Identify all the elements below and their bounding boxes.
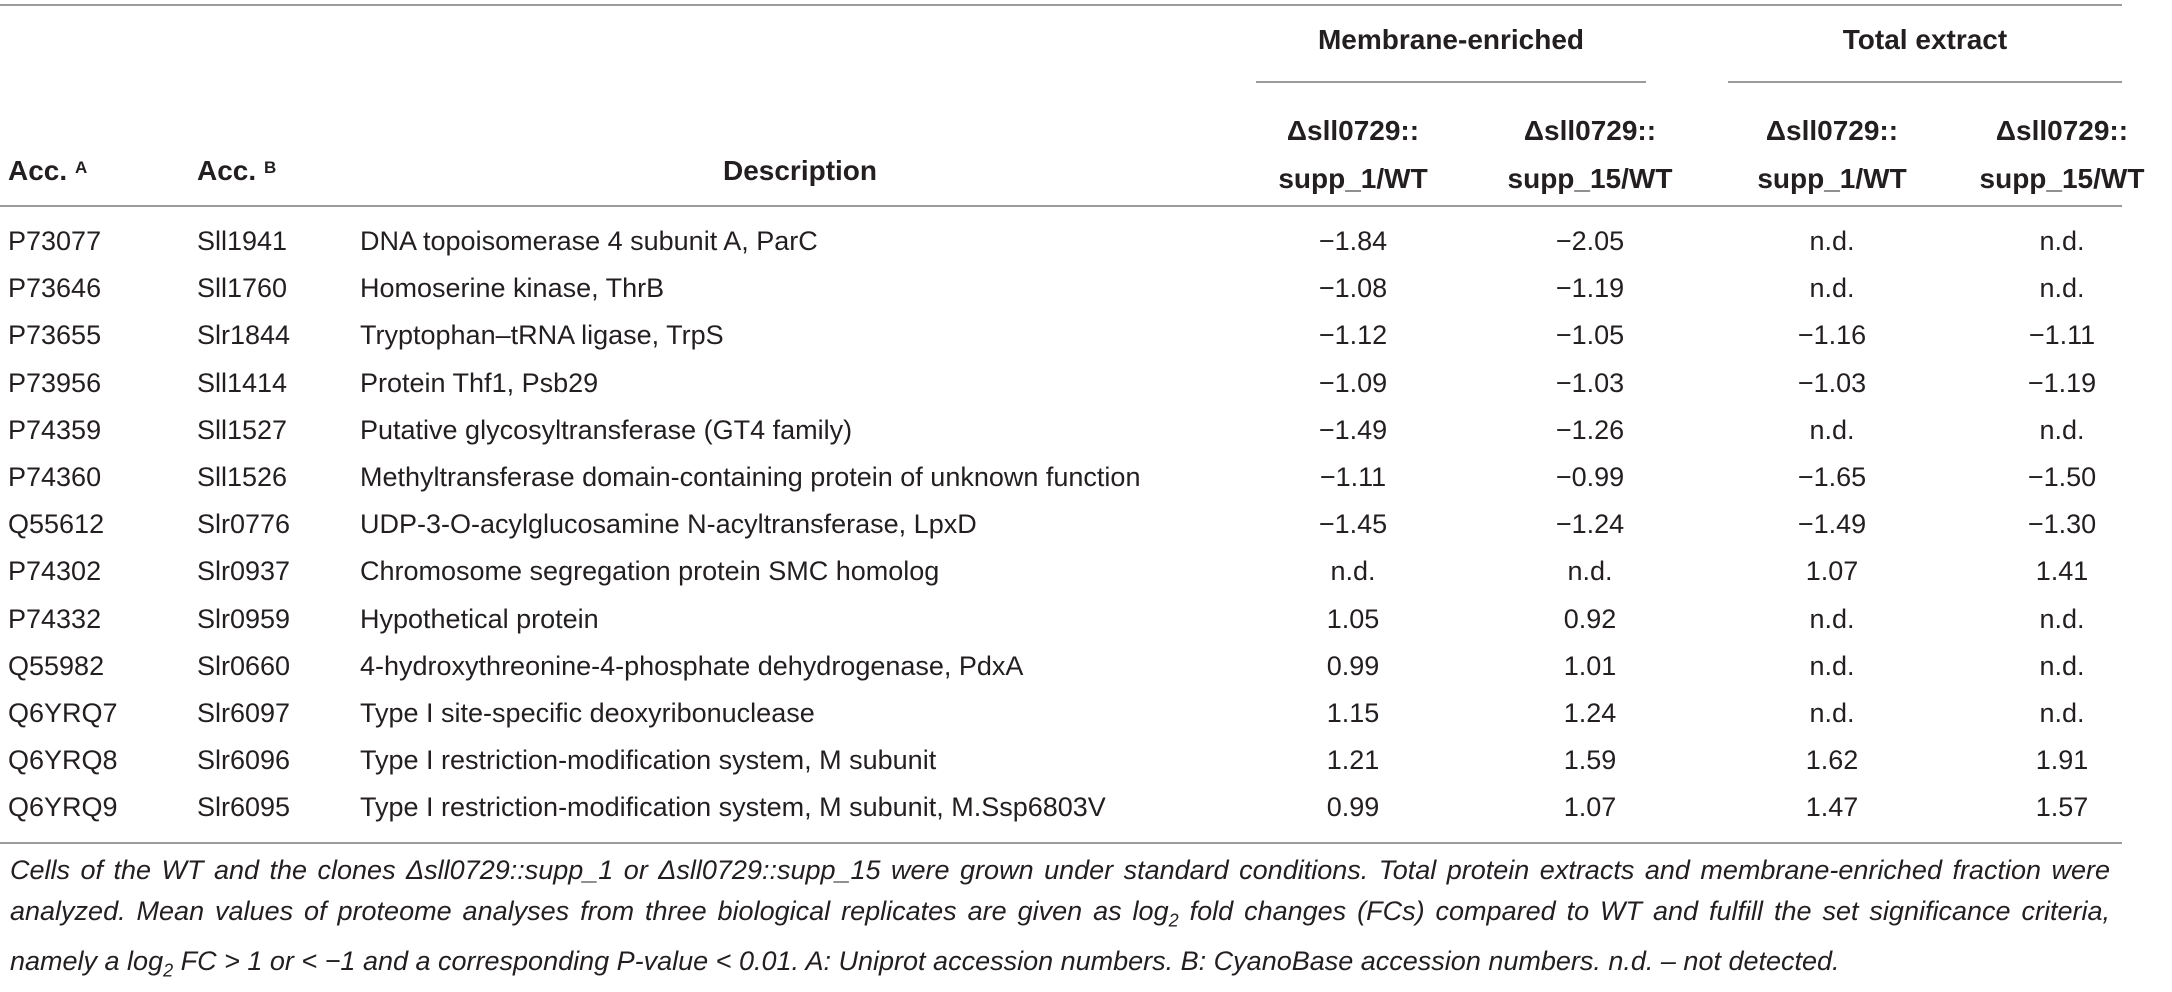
- cell-membrane-supp15: 0.92: [1563, 603, 1617, 634]
- cell-acc-b: Slr6096: [197, 745, 291, 776]
- cell-membrane-supp1: 0.99: [1326, 792, 1380, 823]
- cell-membrane-supp1: 1.05: [1326, 603, 1380, 634]
- cell-acc-a: P73655: [8, 320, 102, 351]
- cell-total-supp1: −1.03: [1797, 367, 1867, 398]
- table-footnote: Cells of the WT and the clones Δsll0729::supp_1 or Δsll0729::supp_15 were grown under standard conditions. Total protein extracts and membrane-enriched fraction were analyzed. Mean values of proteome analyses from three biological replicates are given as $\log_2$ fold changes (FCs) compared to WT and fulfill the set significance criteria, namely a $\log_2$ FC > 1 or < −1 and a corresponding P-value < 0.01. A: Uniprot accession numbers. B: CyanoBase accession numbers. n.d. – not detected.: [10, 855, 2110, 981]
- cell-total-supp1: n.d.: [1809, 603, 1855, 634]
- cell-membrane-supp1: −1.45: [1318, 509, 1388, 540]
- cell-membrane-supp15: −1.19: [1555, 273, 1625, 304]
- cell-acc-a: P74359: [8, 414, 102, 445]
- cell-membrane-supp15: 1.24: [1563, 698, 1617, 728]
- cell-total-supp1: 1.47: [1805, 792, 1859, 823]
- cell-total-supp1: n.d.: [1809, 226, 1855, 256]
- cell-acc-a: P73956: [8, 367, 102, 398]
- cell-membrane-supp15: −0.99: [1555, 462, 1625, 492]
- cell-description: Hypothetical protein: [360, 603, 599, 634]
- cell-description: Putative glycosyltransferase (GT4 family): [360, 414, 853, 445]
- cell-acc-b: Slr6097: [197, 698, 291, 728]
- col-header-total-supp15: Δsll0729:: supp_15/WT: [1979, 115, 2145, 194]
- cell-acc-b: Sll1414: [197, 367, 288, 398]
- cell-total-supp15: n.d.: [2039, 273, 2085, 304]
- cell-acc-b: Slr0937: [197, 556, 291, 587]
- cell-acc-b: Slr0660: [197, 650, 291, 681]
- cell-total-supp15: n.d.: [2039, 698, 2085, 728]
- cell-membrane-supp15: −1.05: [1555, 320, 1625, 351]
- cell-membrane-supp1: −1.84: [1318, 226, 1388, 256]
- cell-acc-b: Sll1526: [197, 462, 288, 492]
- cell-membrane-supp15: 1.59: [1563, 745, 1617, 776]
- cell-membrane-supp15: −2.05: [1555, 226, 1625, 256]
- cell-total-supp1: n.d.: [1809, 650, 1855, 681]
- cell-total-supp1: −1.16: [1797, 320, 1867, 351]
- cell-membrane-supp15: 1.07: [1563, 792, 1617, 823]
- cell-acc-b: Slr0776: [197, 509, 291, 540]
- cell-total-supp15: 1.91: [2035, 745, 2089, 776]
- cell-total-supp15: n.d.: [2039, 226, 2085, 256]
- cell-membrane-supp1: −1.09: [1318, 367, 1388, 398]
- cell-acc-a: Q6YRQ9: [8, 792, 118, 823]
- cell-total-supp15: −1.50: [2027, 462, 2097, 492]
- cell-acc-a: P74332: [8, 603, 102, 634]
- cell-total-supp15: −1.30: [2027, 509, 2097, 540]
- cell-description: Methyltransferase domain-containing protein of unknown function: [360, 462, 1141, 492]
- group-header-membrane: Membrane-enriched: [1317, 24, 1585, 55]
- group-header-total: Total extract: [1842, 24, 2008, 55]
- cell-total-supp1: 1.07: [1805, 556, 1859, 587]
- cell-membrane-supp1: −1.12: [1318, 320, 1388, 351]
- cell-acc-a: Q55982: [8, 650, 105, 681]
- header-bottom-rule: [0, 205, 2122, 207]
- col-header-acc-a: Acc. $^A$: [8, 155, 88, 186]
- cell-description: Tryptophan–tRNA ligase, TrpS: [360, 320, 724, 351]
- cell-description: Homoserine kinase, ThrB: [360, 273, 665, 304]
- group-rule-membrane: [1256, 81, 1646, 83]
- cell-acc-b: Slr0959: [197, 603, 291, 634]
- cell-total-supp15: n.d.: [2039, 603, 2085, 634]
- cell-total-supp15: 1.57: [2035, 792, 2089, 823]
- cell-membrane-supp1: n.d.: [1330, 556, 1376, 587]
- cell-description: Protein Thf1, Psb29: [360, 367, 599, 398]
- col-header-total-supp1: Δsll0729:: supp_1/WT: [1757, 115, 1907, 194]
- cell-total-supp15: −1.11: [2028, 320, 2096, 351]
- cell-acc-a: P73646: [8, 273, 102, 304]
- cell-membrane-supp1: 0.99: [1326, 650, 1380, 681]
- cell-description: Type I site-specific deoxyribonuclease: [360, 698, 815, 728]
- cell-membrane-supp15: 1.01: [1563, 650, 1617, 681]
- cell-total-supp1: −1.49: [1797, 509, 1867, 540]
- cell-description: DNA topoisomerase 4 subunit A, ParC: [360, 226, 818, 256]
- cell-acc-a: P74360: [8, 462, 102, 492]
- cell-membrane-supp1: 1.15: [1326, 698, 1380, 728]
- cell-total-supp15: 1.41: [2035, 556, 2089, 587]
- cell-description: UDP-3-O-acylglucosamine N-acyltransferase, LpxD: [360, 509, 977, 540]
- cell-total-supp1: −1.65: [1797, 462, 1867, 492]
- cell-total-supp1: 1.62: [1805, 745, 1859, 776]
- cell-total-supp1: n.d.: [1809, 414, 1855, 445]
- cell-description: Type I restriction-modification system, M subunit, M.Ssp6803V: [360, 792, 1106, 823]
- cell-acc-a: Q6YRQ7: [8, 698, 118, 728]
- cell-description: Chromosome segregation protein SMC homolog: [360, 556, 940, 587]
- cell-acc-a: P74302: [8, 556, 102, 587]
- cell-acc-a: P73077: [8, 226, 102, 256]
- cell-membrane-supp1: −1.49: [1318, 414, 1388, 445]
- cell-membrane-supp1: 1.21: [1326, 745, 1380, 776]
- top-rule: [0, 4, 2122, 6]
- cell-total-supp1: n.d.: [1809, 698, 1855, 728]
- col-header-membrane-supp15: Δsll0729:: supp_15/WT: [1507, 115, 1673, 194]
- col-header-description: Description: [722, 155, 878, 186]
- cell-acc-a: Q55612: [8, 509, 105, 540]
- cell-acc-b: Sll1941: [197, 226, 288, 256]
- cell-acc-b: Slr6095: [197, 792, 291, 823]
- cell-membrane-supp1: −1.11: [1319, 462, 1387, 492]
- cell-total-supp15: −1.19: [2027, 367, 2097, 398]
- cell-acc-b: Sll1527: [197, 414, 288, 445]
- cell-description: 4-hydroxythreonine-4-phosphate dehydrogenase, PdxA: [360, 650, 1024, 681]
- cell-total-supp15: n.d.: [2039, 650, 2085, 681]
- cell-acc-b: Sll1760: [197, 273, 288, 304]
- cell-membrane-supp15: −1.03: [1555, 367, 1625, 398]
- group-rule-total: [1728, 81, 2122, 83]
- cell-membrane-supp15: −1.24: [1555, 509, 1625, 540]
- cell-acc-b: Slr1844: [197, 320, 291, 351]
- cell-membrane-supp15: −1.26: [1555, 414, 1625, 445]
- cell-total-supp1: n.d.: [1809, 273, 1855, 304]
- cell-description: Type I restriction-modification system, M subunit: [360, 745, 937, 776]
- table-bottom-rule: [0, 842, 2122, 844]
- col-header-acc-b: Acc. $^B$: [197, 155, 277, 186]
- cell-total-supp15: n.d.: [2039, 414, 2085, 445]
- col-header-membrane-supp1: Δsll0729:: supp_1/WT: [1278, 115, 1428, 194]
- cell-membrane-supp15: n.d.: [1567, 556, 1613, 587]
- cell-membrane-supp1: −1.08: [1318, 273, 1388, 304]
- cell-acc-a: Q6YRQ8: [8, 745, 118, 776]
